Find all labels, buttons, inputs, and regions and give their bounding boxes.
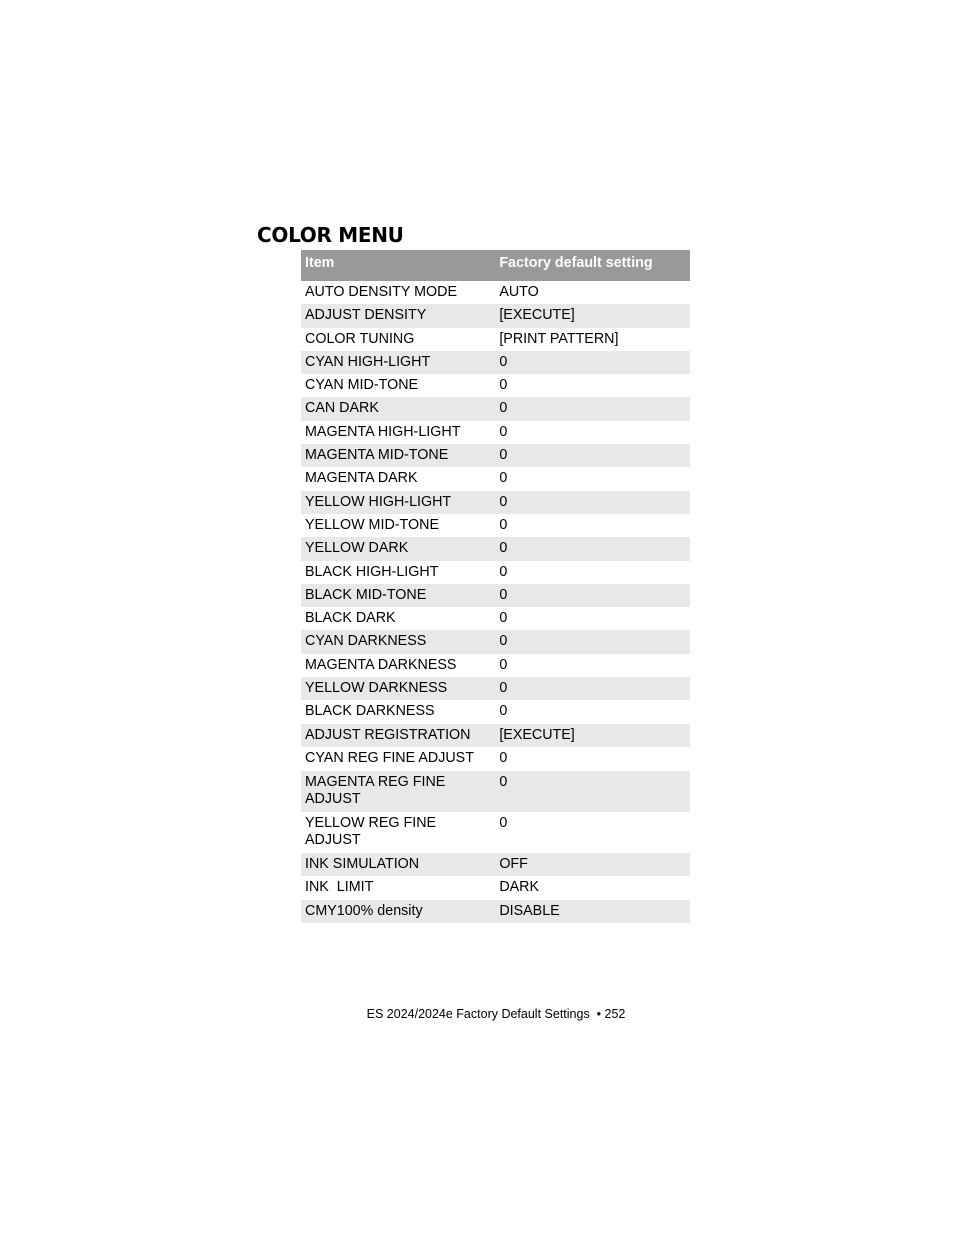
table-row (301, 584, 690, 607)
value-cell: 0 (499, 814, 508, 831)
value-cell: 0 (495, 584, 690, 607)
table-row (301, 444, 690, 467)
value-cell: 0 (495, 397, 690, 420)
item-cell: CYAN DARKNESS (301, 630, 495, 653)
header-factory-default: Factory default setting (495, 250, 690, 281)
value-cell: 0 (495, 630, 690, 653)
item-cell: COLOR TUNING (305, 330, 415, 347)
table-row (301, 304, 690, 327)
value-cell: 0 (495, 677, 690, 700)
item-cell: MAGENTA MID-TONE (301, 444, 495, 467)
value-cell: 0 (499, 703, 508, 720)
table-row (301, 328, 690, 351)
table-row (301, 853, 690, 876)
item-cell: INK SIMULATION (301, 853, 495, 876)
table-row (301, 491, 690, 514)
table-row (301, 677, 690, 700)
item-cell: BLACK MID-TONE (301, 584, 495, 607)
table-row (301, 724, 690, 747)
item-cell: INK LIMIT (305, 879, 374, 896)
item-cell: BLACK DARKNESS (305, 703, 435, 720)
value-cell: 0 (499, 749, 508, 766)
item-cell: BLACK DARK (305, 610, 396, 627)
table-row (301, 467, 690, 490)
item-cell: YELLOW HIGH-LIGHT (301, 491, 495, 514)
value-cell: 0 (499, 563, 508, 580)
table-row (301, 514, 690, 537)
item-cell: MAGENTA DARK (305, 470, 418, 487)
value-cell: 0 (495, 491, 690, 514)
value-cell: DARK (499, 879, 540, 896)
value-cell: [EXECUTE] (495, 304, 690, 327)
item-cell: YELLOW REG FINE ADJUST (305, 814, 440, 848)
item-cell: MAGENTA HIGH-LIGHT (305, 423, 461, 440)
table-row (301, 561, 690, 584)
value-cell: 0 (495, 771, 690, 812)
value-cell: OFF (495, 853, 690, 876)
table-row (301, 747, 690, 771)
table-header-row (301, 250, 690, 281)
item-cell: CYAN MID-TONE (305, 377, 419, 394)
value-cell: 0 (499, 610, 508, 627)
table-row (301, 374, 690, 397)
item-cell: CYAN HIGH-LIGHT (301, 351, 495, 374)
item-cell: YELLOW DARKNESS (301, 677, 495, 700)
table-row (301, 351, 690, 374)
value-cell: [PRINT PATTERN] (499, 330, 619, 347)
table-row (301, 771, 690, 812)
color-menu-table (301, 250, 690, 923)
table-row (301, 397, 690, 420)
page-title: COLOR MENU (257, 223, 404, 247)
item-cell: ADJUST DENSITY (301, 304, 495, 327)
page-footer: ES 2024/2024e Factory Default Settings • 252 (366, 1007, 626, 1021)
table-row (301, 654, 690, 677)
table-row (301, 812, 690, 853)
table-row (301, 421, 690, 444)
table-row (301, 607, 690, 630)
item-cell: YELLOW DARK (301, 537, 495, 560)
table-row (301, 700, 690, 723)
value-cell: 0 (495, 444, 690, 467)
table-row (301, 537, 690, 560)
item-cell: BLACK HIGH-LIGHT (305, 563, 439, 580)
value-cell: 0 (499, 656, 508, 673)
item-cell: YELLOW MID-TONE (305, 516, 439, 533)
table-row (301, 630, 690, 653)
item-cell: AUTO DENSITY MODE (305, 284, 457, 300)
item-cell: CAN DARK (301, 397, 495, 420)
item-cell: ADJUST REGISTRATION (301, 724, 495, 747)
item-cell: CYAN REG FINE ADJUST (305, 749, 474, 766)
value-cell: 0 (499, 470, 508, 487)
table-row (301, 281, 690, 304)
value-cell: AUTO (499, 284, 539, 300)
table-row (301, 876, 690, 899)
value-cell: 0 (499, 516, 508, 533)
value-cell: 0 (499, 377, 508, 394)
value-cell: DISABLE (495, 900, 690, 923)
value-cell: 0 (495, 351, 690, 374)
table-row (301, 900, 690, 923)
item-cell: MAGENTA DARKNESS (305, 656, 457, 673)
value-cell: [EXECUTE] (495, 724, 690, 747)
value-cell: 0 (499, 423, 508, 440)
header-item: Item (301, 250, 495, 281)
item-cell: MAGENTA REG FINE ADJUST (301, 771, 495, 812)
item-cell: CMY100% density (301, 900, 495, 923)
value-cell: 0 (495, 537, 690, 560)
